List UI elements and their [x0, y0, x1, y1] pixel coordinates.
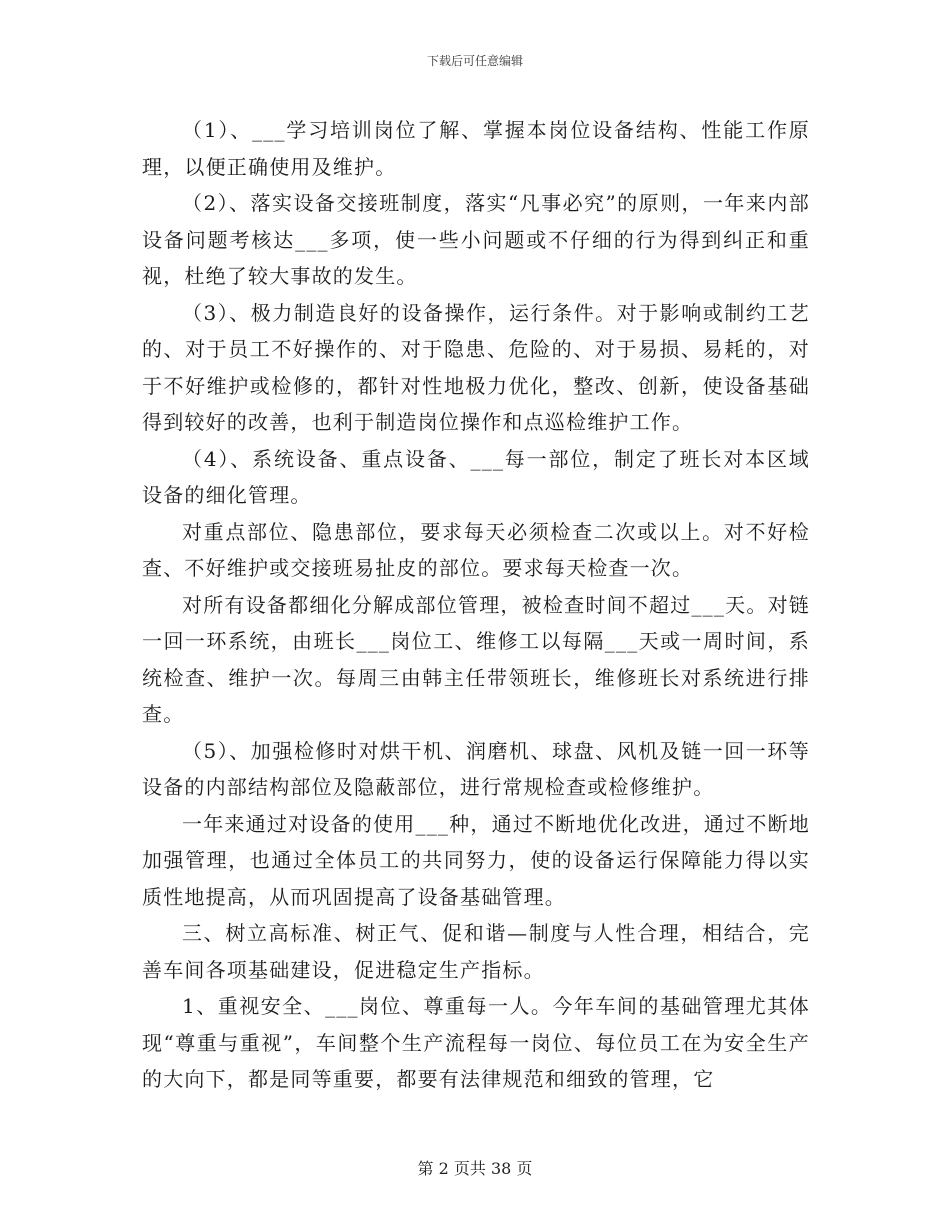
paragraph: 对所有设备都细化分解成部位管理，被检查时间不超过___天。对链一回一环系统，由班长___岗位工、维修工以每隔___天或一周时间，系统检查、维护一次。每周三由韩主任带领班长，维修班长对系统进行排查。: [142, 592, 810, 726]
paragraph: （4）、系统设备、重点设备、___每一部位，制定了班长对本区域设备的细化管理。: [142, 446, 810, 507]
paragraph: 一年来通过对设备的使用___种，通过不断地优化改进，通过不断地加强管理，也通过全体员工的共同努力，使的设备运行保障能力得以实质性地提高，从而巩固提高了设备基础管理。: [142, 811, 810, 909]
paragraph: （5）、加强检修时对烘干机、润磨机、球盘、风机及链一回一环等设备的内部结构部位及隐蔽部位，进行常规检查或检修维护。: [142, 738, 810, 799]
paragraph: 对重点部位、隐患部位，要求每天必须检查二次或以上。对不好检查、不好维护或交接班易扯皮的部位。要求每天检查一次。: [142, 519, 810, 580]
paragraph: 1、重视安全、___岗位、尊重每一人。今年车间的基础管理尤其体现“尊重与重视”，车间整个生产流程每一岗位、每位员工在为安全生产的大向下，都是同等重要，都要有法律规范和细致的管理，它: [142, 994, 810, 1091]
page-header: 下载后可任意编辑: [426, 54, 523, 68]
paragraph: （1）、___学习培训岗位了解、掌握本岗位设备结构、性能工作原理，以便正确使用及维护。: [142, 118, 810, 179]
paragraph: （3）、极力制造良好的设备操作，运行条件。对于影响或制约工艺的、对于员工不好操作的、对于隐患、危险的、对于易损、易耗的，对于不好维护或检修的，都针对性地极力优化，整改、创新，使设备基础得到较好的改善，也利于制造岗位操作和点巡检维护工作。: [142, 300, 810, 434]
page-footer: 第 2 页共 38 页: [417, 1159, 533, 1178]
paragraph: （2）、落实设备交接班制度，落实“凡事必究”的原则，一年来内部设备问题考核达___多项，使一些小问题或不仔细的行为得到纠正和重视，杜绝了较大事故的发生。: [142, 191, 810, 288]
document-body: [142, 112, 810, 1098]
paragraph: 三、树立高标准、树正气、促和谐—制度与人性合理，相结合，完善车间各项基础建设，促进稳定生产指标。: [142, 921, 810, 982]
